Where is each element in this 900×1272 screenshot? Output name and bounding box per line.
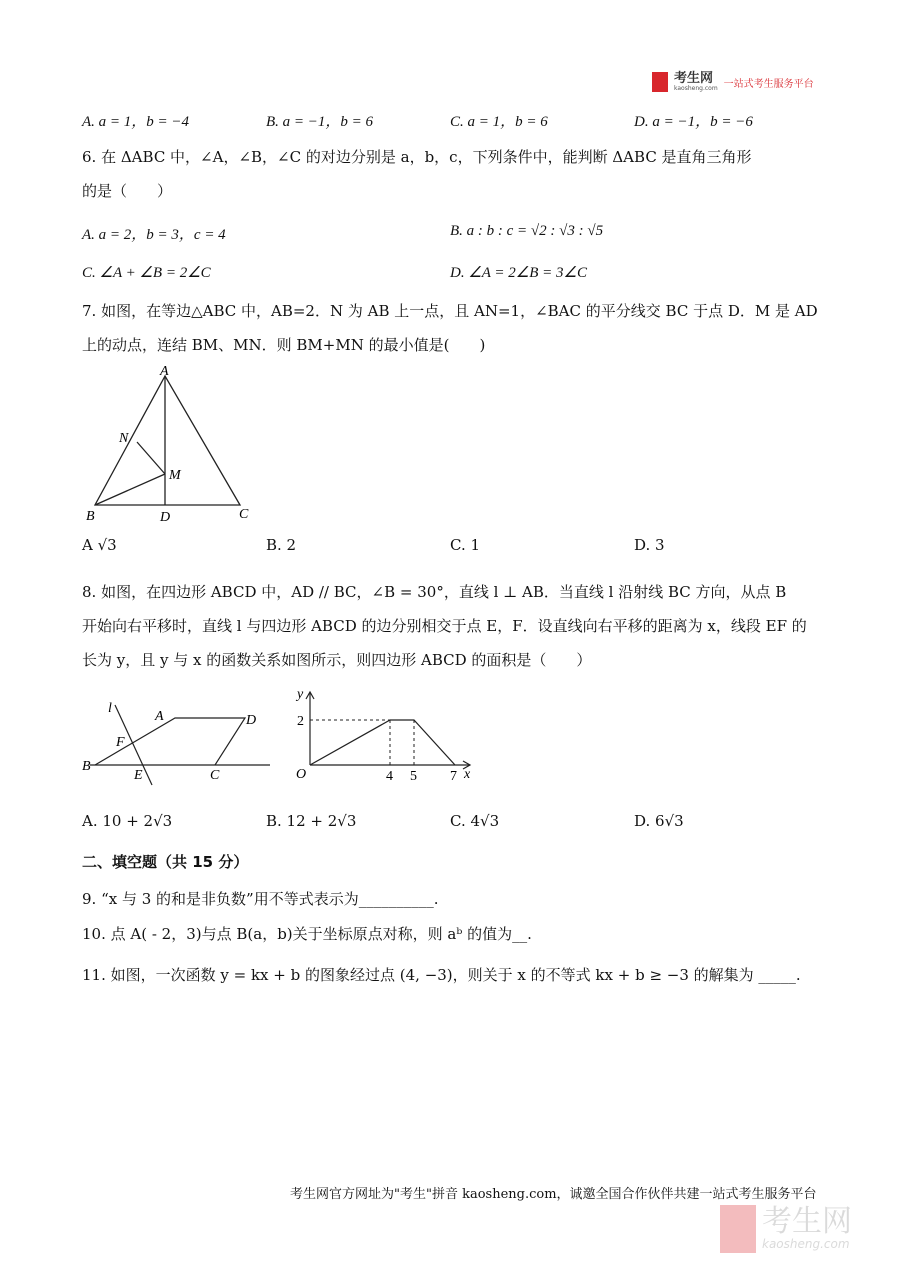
- q7-text-2: 上的动点，连结 BM、MN．则 BM+MN 的最小值是( ): [82, 336, 486, 354]
- header-slogan: 一站式考生服务平台: [723, 78, 814, 90]
- label-n: N: [119, 431, 129, 446]
- label-e: E: [134, 768, 143, 783]
- label-b: B: [82, 759, 91, 774]
- axis-y-label: y: [297, 687, 304, 702]
- label-f: F: [116, 735, 125, 750]
- q8-text: 8. 如图，在四边形 ABCD 中，AD // BC，∠B = 30°，直线 l ⊥ AB．当直线 l 沿射线 BC 方向，从点 B: [82, 583, 787, 601]
- q9-text: 9. “x 与 3 的和是非负数”用不等式表示为__________.: [82, 890, 439, 908]
- q7-option-b: B. 2: [266, 536, 297, 554]
- q6-option-d: D. ∠A = 2∠B = 3∠C: [450, 265, 587, 281]
- watermark-domain: kaosheng.com: [762, 1237, 850, 1251]
- footer-text: 考生网官方网址为"考生"拼音 kaosheng.com，诚邀全国合作伙伴共建一站式考生服务平台: [290, 1187, 817, 1202]
- tick-2: 2: [297, 714, 304, 729]
- q5-option-d: D. a = −1，b = −6: [634, 114, 753, 130]
- watermark-logo: [720, 1205, 852, 1253]
- q8-option-b: B. 12 + 2√3: [266, 812, 357, 830]
- tick-7: 7: [450, 769, 457, 784]
- q7-option-c: C. 1: [450, 536, 481, 554]
- origin-label: O: [296, 767, 307, 782]
- q8-option-c: C. 4√3: [450, 812, 500, 830]
- q6-option-b: B. a : b : c = √2 : √3 : √5: [450, 223, 604, 239]
- q8-text-2: 开始向右平移时，直线 l 与四边形 ABCD 的边分别相交于点 E，F．设直线向右平移的距离为 x，线段 EF 的: [82, 617, 807, 635]
- label-d: D: [246, 713, 257, 728]
- q8-option-d: D. 6√3: [634, 812, 684, 830]
- label-d: D: [160, 510, 171, 525]
- q6-text: 6. 在 ΔABC 中，∠A，∠B，∠C 的对边分别是 a，b，c，下列条件中，能判断 ΔABC 是直角三角形: [82, 148, 752, 166]
- q5-option-c: C. a = 1，b = 6: [450, 114, 548, 130]
- label-c: C: [210, 768, 220, 783]
- axis-x-label: x: [464, 767, 471, 782]
- watermark-name: 考生网: [762, 1204, 852, 1239]
- q7-option-a: A √3: [82, 536, 117, 554]
- label-m: M: [169, 468, 181, 483]
- q7-text: 7. 如图，在等边△ABC 中，AB=2．N 为 AB 上一点，且 AN=1，∠BAC 的平分线交 BC 于点 D．M 是 AD: [82, 302, 818, 320]
- q7-option-d: D. 3: [634, 536, 665, 554]
- q6-option-a: A. a = 2，b = 3，c = 4: [82, 227, 226, 243]
- label-l: l: [108, 701, 112, 716]
- q11-text: 11. 如图，一次函数 y = kx + b 的图象经过点 (4, −3)，则关于 x 的不等式 kx + b ≥ −3 的解集为 _____.: [82, 966, 801, 984]
- q10-text: 10. 点 A( - 2，3)与点 B(a，b)关于坐标原点对称，则 aᵇ 的值为__.: [82, 925, 532, 943]
- section-heading: 二、填空题（共 15 分）: [82, 853, 249, 871]
- q6-text-2: 的是（ ）: [82, 182, 173, 200]
- q8-text-3: 长为 y，且 y 与 x 的函数关系如图所示，则四边形 ABCD 的面积是（ ）: [82, 651, 592, 669]
- tick-5: 5: [410, 769, 417, 784]
- label-c: C: [239, 507, 249, 522]
- label-b: B: [86, 509, 95, 524]
- logo-name: 考生网: [674, 70, 714, 86]
- tick-4: 4: [386, 769, 393, 784]
- watermark-icon: [720, 1205, 756, 1253]
- label-a: A: [160, 364, 169, 379]
- q5-option-b: B. a = −1，b = 6: [266, 114, 374, 130]
- q6-option-c: C. ∠A + ∠B = 2∠C: [82, 265, 211, 281]
- logo-domain: kaosheng.com: [674, 84, 718, 92]
- label-a: A: [155, 709, 164, 724]
- q8-option-a: A. 10 + 2√3: [82, 812, 173, 830]
- q5-option-a: A. a = 1，b = −4: [82, 114, 190, 130]
